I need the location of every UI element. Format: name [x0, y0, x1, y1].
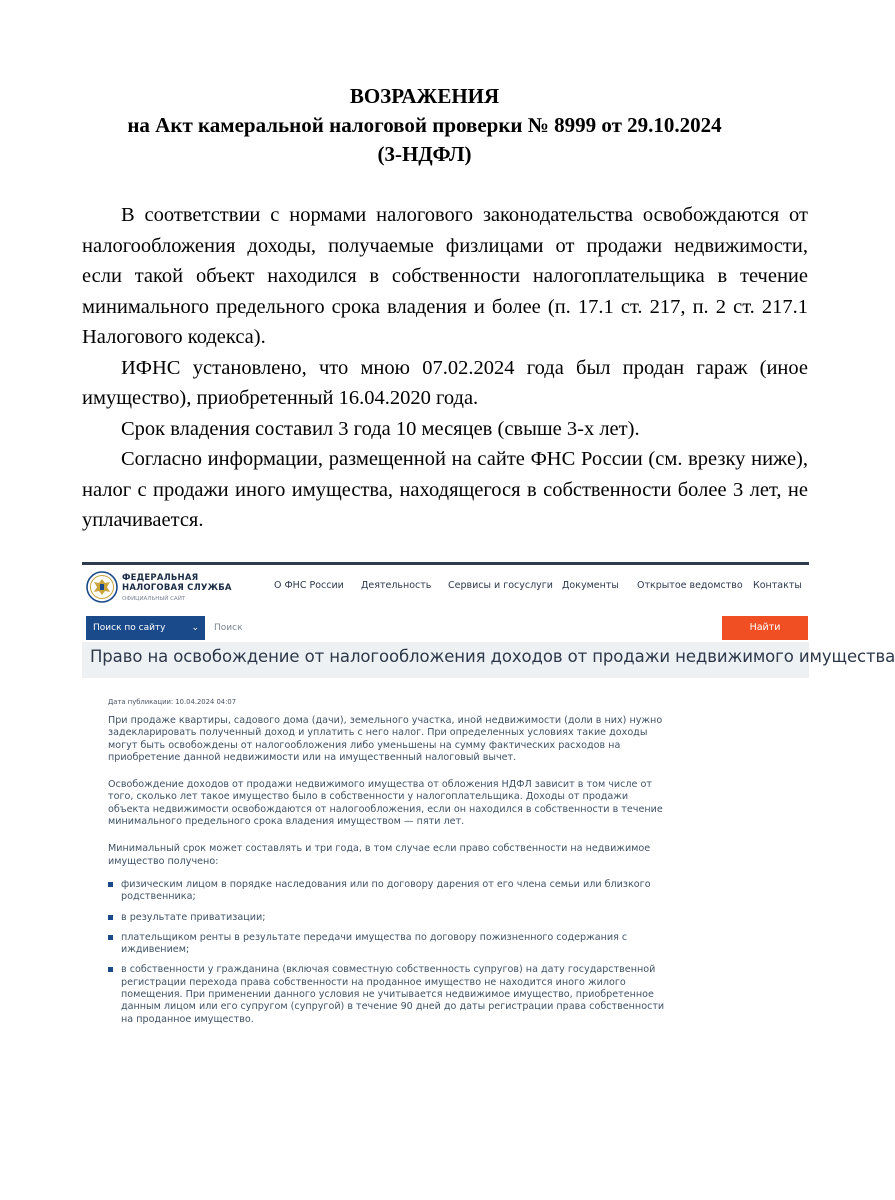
logo-line-2: НАЛОГОВАЯ СЛУЖБА: [122, 583, 232, 593]
bullet-icon: [108, 915, 113, 920]
list-item: [108, 879, 668, 904]
main-nav: [82, 580, 809, 592]
nav-item-documents[interactable]: Документы: [562, 580, 619, 591]
article-content: [108, 698, 668, 1034]
chevron-down-icon: ⌄: [191, 623, 199, 633]
search-button[interactable]: Найти: [722, 616, 808, 640]
list-item-text: плательщиком ренты в результате передачи имущества по договору пожизненного содержания с иждивением;: [121, 931, 628, 956]
document-body: [82, 200, 808, 536]
page-title-bar: [82, 642, 895, 678]
page-title: Право на освобождение от налогообложения доходов от продажи недвижимого имущества: [90, 647, 895, 666]
bullet-icon: [108, 935, 113, 940]
document-title: [0, 82, 849, 169]
body-paragraph: В соответствии с нормами налогового законодательства освобождаются от налогообложения доходы, получаемые физлицами от продажи недвижимости, если такой объект находился в собственности налогоплательщика в течение минимального предельного срока владения и более (п. 17.1 ст. 217, п. 2 ст. 217.1 Налогового кодекса).: [82, 204, 808, 348]
search-scope-label: Поиск по сайту: [93, 623, 166, 633]
list-item: [108, 964, 668, 1025]
list-item-text: физическим лицом в порядке наследования или по договору дарения от его члена семьи или близкого родственника;: [121, 878, 651, 903]
bullet-icon: [108, 882, 113, 887]
title-line-2: на Акт камеральной налоговой проверки № 8999 от 29.10.2024: [127, 113, 722, 137]
website-screenshot: [82, 562, 895, 1064]
nav-item-activity[interactable]: Деятельность: [361, 580, 432, 591]
bullet-icon: [108, 967, 113, 972]
body-paragraph: Срок владения составил 3 года 10 месяцев (свыше 3-х лет).: [121, 417, 640, 440]
search-bar: [86, 616, 805, 640]
search-input[interactable]: [205, 616, 721, 640]
nav-item-services[interactable]: Сервисы и госуслуги: [448, 580, 553, 591]
article-paragraph: При продаже квартиры, садового дома (дачи), земельного участка, иной недвижимости (доли в них) нужно задекларировать полученный доход и уплатить с него налог. При определенных условиях такие доходы могут быть освобождены от налогообложения либо уменьшены на сумму фактических расходов на приобретение данной недвижимости или на имущественный налоговый вычет.: [108, 715, 663, 763]
conditions-list: [108, 879, 668, 1026]
logo-line-3: ОФИЦИАЛЬНЫЙ САЙТ: [122, 596, 186, 602]
list-item: [108, 932, 668, 957]
nav-item-contacts[interactable]: Контакты: [753, 580, 802, 591]
title-line-3: (3-НДФЛ): [377, 142, 472, 166]
search-scope-select[interactable]: [86, 616, 205, 640]
article-paragraph: Освобождение доходов от продажи недвижимого имущества от обложения НДФЛ зависит в том числе от того, сколько лет такое имущество было в собственности у налогоплательщика. Доходы от продажи объекта недвижимости освобождаются от налогообложения, если он находился в собственности в течение минимального предельного срока владения имуществом — пяти лет.: [108, 779, 663, 828]
list-item-text: в собственности у гражданина (включая совместную собственность супругов) на дату государственной регистрации перехода права собственности на проданное имущество не находится иного жилого помещения. При применении данного условия не учитывается недвижимое имущество, приобретенное данным лицом или его супругом (супругой) в течение 90 дней до даты регистрации права собственности на проданное имущество.: [121, 964, 665, 1025]
top-divider: [82, 562, 809, 565]
body-paragraph: ИФНС установлено, что мною 07.02.2024 года был продан гараж (иное имущество), приобретенный 16.04.2020 года.: [82, 356, 808, 409]
logo-line-1: ФЕДЕРАЛЬНАЯ: [122, 573, 199, 583]
nav-item-about[interactable]: О ФНС России: [274, 580, 344, 591]
list-item: [108, 912, 668, 924]
title-line-1: ВОЗРАЖЕНИЯ: [349, 84, 500, 108]
publication-date: Дата публикации: 10.04.2024 04:07: [108, 698, 237, 706]
nav-item-open-agency[interactable]: Открытое ведомство: [637, 580, 743, 591]
article-paragraph: Минимальный срок может составлять и три года, в том случае если право собственности на недвижимое имущество получено:: [108, 843, 651, 867]
body-paragraph: Согласно информации, размещенной на сайте ФНС России (см. врезку ниже), налог с продажи иного имущества, находящегося в собственности более 3 лет, не уплачивается.: [82, 448, 808, 531]
list-item-text: в результате приватизации;: [121, 911, 266, 923]
